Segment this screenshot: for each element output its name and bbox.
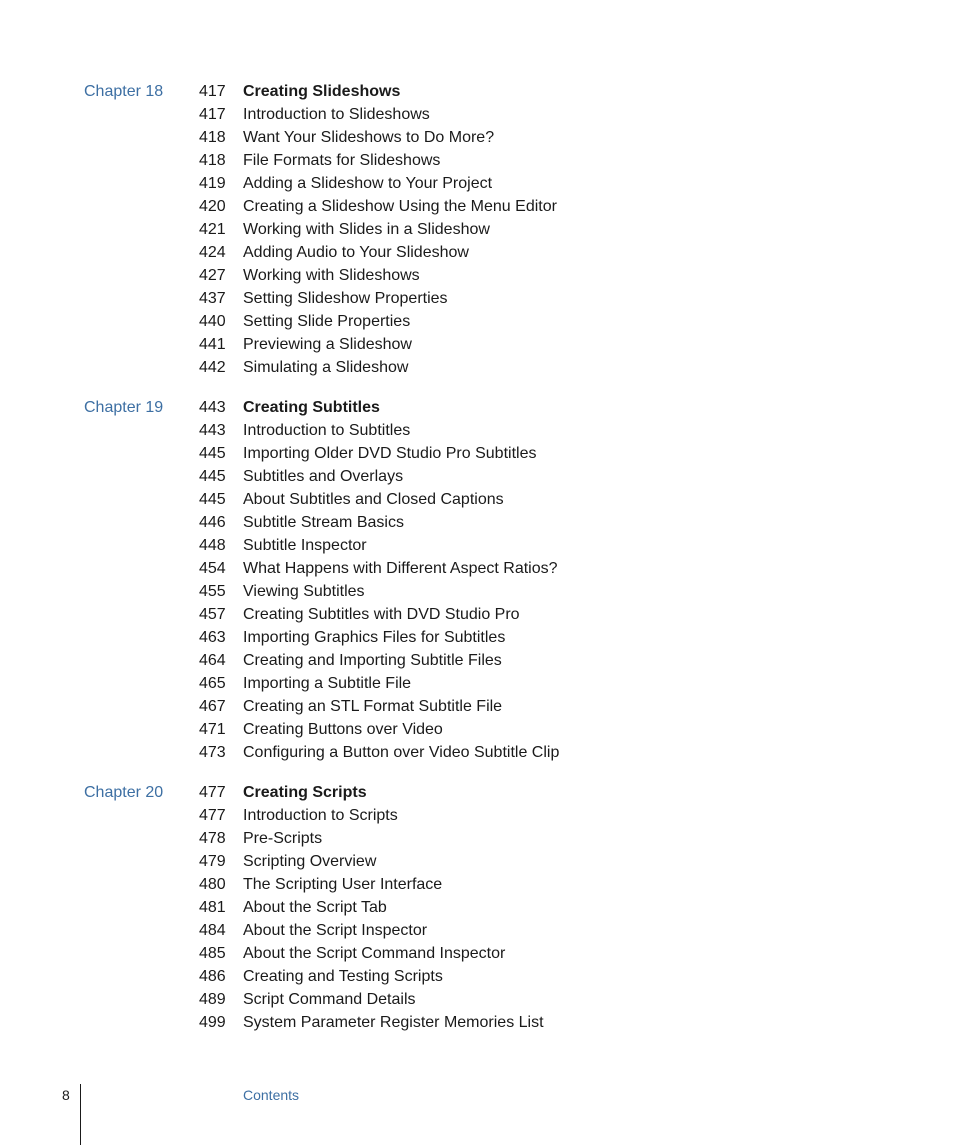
entry-title: Previewing a Slideshow <box>243 336 412 353</box>
page-number: 427 <box>199 267 226 284</box>
page-number: 481 <box>199 899 226 916</box>
toc-entry[interactable] <box>199 850 544 873</box>
page-number: 445 <box>199 468 226 485</box>
toc-entry[interactable] <box>199 672 559 695</box>
entry-title: Working with Slideshows <box>243 267 420 284</box>
toc-entry[interactable] <box>199 241 557 264</box>
page-number: 437 <box>199 290 226 307</box>
toc-entry[interactable] <box>199 488 559 511</box>
entry-title: About the Script Tab <box>243 899 387 916</box>
page-number: 443 <box>199 399 226 416</box>
page-number: 441 <box>199 336 226 353</box>
entry-title: Importing Graphics Files for Subtitles <box>243 629 506 646</box>
chapter-entries <box>199 396 559 764</box>
toc-entry[interactable] <box>199 603 559 626</box>
toc-entry[interactable] <box>199 442 559 465</box>
entry-title: Adding Audio to Your Slideshow <box>243 244 469 261</box>
toc-entry[interactable] <box>199 919 544 942</box>
toc-entry[interactable] <box>199 511 559 534</box>
toc-entry[interactable] <box>199 1011 544 1034</box>
entry-title: Viewing Subtitles <box>243 583 365 600</box>
toc-entry[interactable] <box>199 149 557 172</box>
entry-title: About the Script Command Inspector <box>243 945 506 962</box>
toc-entry[interactable] <box>199 310 557 333</box>
page-number: 479 <box>199 853 226 870</box>
entry-title: Script Command Details <box>243 991 416 1008</box>
toc-entry[interactable] <box>199 695 559 718</box>
entry-title: Subtitle Inspector <box>243 537 367 554</box>
page-number: 480 <box>199 876 226 893</box>
page-number: 477 <box>199 784 226 801</box>
page-number: 485 <box>199 945 226 962</box>
entry-title: About the Script Inspector <box>243 922 428 939</box>
page-number: 418 <box>199 152 226 169</box>
toc-entry[interactable] <box>199 804 544 827</box>
toc-entry[interactable] <box>199 942 544 965</box>
page-number: 419 <box>199 175 226 192</box>
toc-entry[interactable] <box>199 580 559 603</box>
page-number: 440 <box>199 313 226 330</box>
toc-chapter-title[interactable] <box>199 80 557 103</box>
entry-title: Want Your Slideshows to Do More? <box>243 129 495 146</box>
page-number: 443 <box>199 422 226 439</box>
entry-title: Importing Older DVD Studio Pro Subtitles <box>243 445 537 462</box>
toc-entry[interactable] <box>199 827 544 850</box>
page-number: 448 <box>199 537 226 554</box>
toc-entry[interactable] <box>199 419 559 442</box>
page-number: 455 <box>199 583 226 600</box>
toc-entry[interactable] <box>199 988 544 1011</box>
toc-chapter-title[interactable] <box>199 781 544 804</box>
entry-title: Working with Slides in a Slideshow <box>243 221 490 238</box>
footer-divider <box>80 1084 81 1145</box>
page-number: 477 <box>199 807 226 824</box>
page-number: 454 <box>199 560 226 577</box>
page-number: 420 <box>199 198 226 215</box>
entry-title: Simulating a Slideshow <box>243 359 409 376</box>
page-number: 424 <box>199 244 226 261</box>
toc-entry[interactable] <box>199 195 557 218</box>
toc-entry[interactable] <box>199 264 557 287</box>
toc-entry[interactable] <box>199 718 559 741</box>
toc-entry[interactable] <box>199 896 544 919</box>
entry-title: System Parameter Register Memories List <box>243 1014 544 1031</box>
page-number: 418 <box>199 129 226 146</box>
footer-section-name: Contents <box>243 1087 300 1103</box>
entry-title: Creating and Testing Scripts <box>243 968 443 985</box>
page-number: 417 <box>199 106 226 123</box>
entry-title: Subtitles and Overlays <box>243 468 404 485</box>
entry-title: Introduction to Subtitles <box>243 422 411 439</box>
page-number: 473 <box>199 744 226 761</box>
page-number: 457 <box>199 606 226 623</box>
entry-title: Setting Slide Properties <box>243 313 411 330</box>
entry-title: Introduction to Slideshows <box>243 106 430 123</box>
toc-entry[interactable] <box>199 649 559 672</box>
page-number: 486 <box>199 968 226 985</box>
page-number: 471 <box>199 721 226 738</box>
entry-title: Creating a Slideshow Using the Menu Editor <box>243 198 557 215</box>
toc-entry[interactable] <box>199 965 544 988</box>
page-number: 464 <box>199 652 226 669</box>
entry-title: Creating Subtitles with DVD Studio Pro <box>243 606 520 623</box>
chapter-label: Chapter 19 <box>84 399 164 416</box>
entry-title: File Formats for Slideshows <box>243 152 441 169</box>
page-number: 445 <box>199 491 226 508</box>
page-number: 478 <box>199 830 226 847</box>
toc-entry[interactable] <box>199 126 557 149</box>
entry-title: About Subtitles and Closed Captions <box>243 491 504 508</box>
entry-title: Creating Scripts <box>243 784 367 801</box>
entry-title: Introduction to Scripts <box>243 807 398 824</box>
entry-title: Creating Slideshows <box>243 83 401 100</box>
toc-entry[interactable] <box>199 287 557 310</box>
toc-entry[interactable] <box>199 172 557 195</box>
entry-title: Creating an STL Format Subtitle File <box>243 698 503 715</box>
toc-entry[interactable] <box>199 356 557 379</box>
entry-title: What Happens with Different Aspect Ratios? <box>243 560 558 577</box>
entry-title: Creating Buttons over Video <box>243 721 443 738</box>
page-number: 489 <box>199 991 226 1008</box>
page-number: 421 <box>199 221 226 238</box>
toc-entry[interactable] <box>199 557 559 580</box>
page-number: 467 <box>199 698 226 715</box>
chapter-entries <box>199 781 544 1034</box>
chapter-entries <box>199 80 557 379</box>
toc-entry[interactable] <box>199 741 559 764</box>
entry-title: Creating Subtitles <box>243 399 380 416</box>
footer-page-number: 8 <box>62 1087 70 1103</box>
page-number: 445 <box>199 445 226 462</box>
entry-title: Subtitle Stream Basics <box>243 514 404 531</box>
entry-title: Scripting Overview <box>243 853 377 870</box>
entry-title: Importing a Subtitle File <box>243 675 412 692</box>
entry-title: Pre-Scripts <box>243 830 323 847</box>
toc-entry[interactable] <box>199 333 557 356</box>
entry-title: Adding a Slideshow to Your Project <box>243 175 493 192</box>
page-number: 465 <box>199 675 226 692</box>
page-number: 484 <box>199 922 226 939</box>
chapter-label: Chapter 18 <box>84 83 164 100</box>
entry-title: The Scripting User Interface <box>243 876 443 893</box>
page-number: 499 <box>199 1014 226 1031</box>
chapter-label: Chapter 20 <box>84 784 164 801</box>
toc-entry[interactable] <box>199 465 559 488</box>
toc-entry[interactable] <box>199 103 557 126</box>
page-number: 463 <box>199 629 226 646</box>
toc-entry[interactable] <box>199 218 557 241</box>
entry-title: Setting Slideshow Properties <box>243 290 448 307</box>
entry-title: Creating and Importing Subtitle Files <box>243 652 502 669</box>
toc-chapter-title[interactable] <box>199 396 559 419</box>
entry-title: Configuring a Button over Video Subtitle Clip <box>243 744 560 761</box>
page-number: 417 <box>199 83 226 100</box>
toc-entry[interactable] <box>199 626 559 649</box>
toc-entry[interactable] <box>199 534 559 557</box>
toc-entry[interactable] <box>199 873 544 896</box>
page-number: 442 <box>199 359 226 376</box>
page-number: 446 <box>199 514 226 531</box>
